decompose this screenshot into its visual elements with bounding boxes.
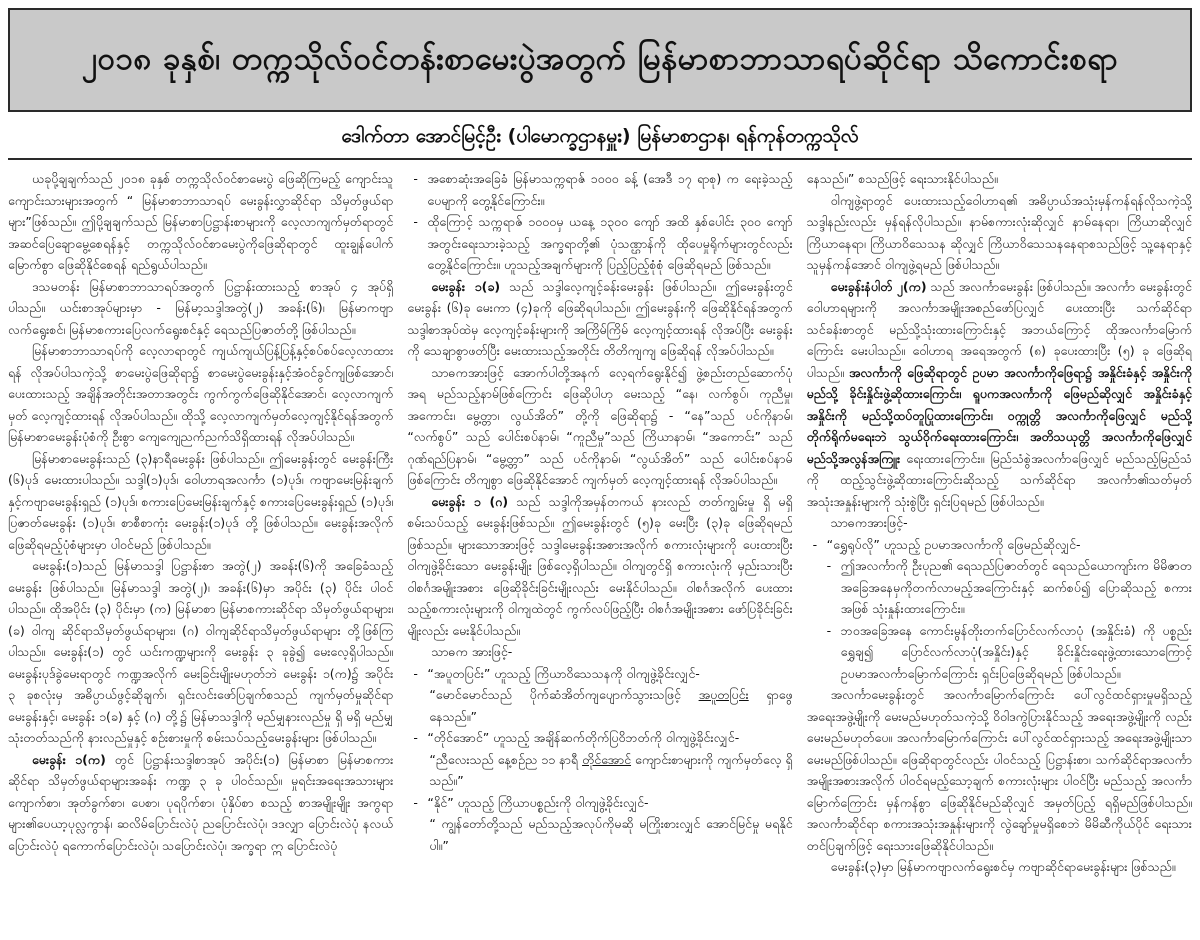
list-item: - ဘဝအခြေအနေ ကောင်းမွန်တိုးတက်ပြောင်လက်လာပုံ (အနှိုင်းခံ) ကို ပစ္စည်းရွှေချ၍ ပြောင်လက်လာပုံ(အနှိုင်း)နှင့် ခိုင်းနှိုင်းရေးဖွဲ့ထားသောကြောင့် ဥပမာအလင်္ကာမြောက်ကြောင်း ရှင်းပြဖြေဆိုရမည် ဖြစ်ပါသည်။ [841,620,1192,685]
example-list [407,727,792,749]
list-item: - အစောဆုံးအခြေခံ မြန်မာသက္ကရာဇ် ၁၀၀၀ ခန့် (အေဒီ ၁၇ ရာစု) က ရေးခဲ့သည့် ပေမျာကို တွေ့နိုင်ကြောင်း။ [427,168,792,211]
paragraph-text: သည် အလင်္ကာမေးခွန်း ဖြစ်ပါသည်။ အလင်္ကာ မေးခွန်းတွင် ဝေါဟာရများကို အလင်္ကာအမျိုးအစည်ဖော်ပြလျှင် ပေးထားပြီး သက်ဆိုင်ရာ သင်ခန်းစာတွင် မည်သို့သုံးထားကြောင်းနှင့် အဘယ်ကြောင့် ထိုအလင်္ကာမြောက်ကြောင်း မေးပါသည်။ ဝေါဟာရ အရေအတွက် (၈) ခုပေးထားပြီး (၅) ခု ဖြေဆိုရပါသည်။ [806,278,1192,380]
example-answer [407,684,792,727]
bullet-list [807,555,1192,684]
article-title: ၂၀၁၈ ခုနှစ်၊ တက္ကသိုလ်ဝင်တန်းစာမေးပွဲအတွက် မြန်မာစာဘာသာရပ်ဆိုင်ရာ သိကောင်းစရာ [81,41,1119,78]
example-list [807,534,1192,556]
example-prompt: - “အပူတပြင်း” ဟူသည့် ကြိယာဝိသေသနကို ဝါကျဖွဲ့ခိုင်းလျှင်- [427,663,792,685]
paragraph [807,276,1192,513]
example-prompt: - “ရွှေရုပ်လို” ဟူသည့် ဥပမာအလင်္ကာကို ဖြေမည်ဆိုလျှင်- [827,534,1192,556]
answer-keyword: တိုင်အောင် [582,751,632,767]
list-item: - ဤအလင်္ကာကို ဦးပုည၏ ရေသည်ပြဇာတ်တွင် ရေသည်ယောကျာ်းက မိမိဇာတ အခြေအနေမှကိုတက်လာမည့်အကြောင်းနှင့် ဆက်စပ်၍ ပြောဆိုသည့် စကားအဖြစ် သုံးနှုန်းထားကြောင်း။ [841,555,1192,620]
answer-text: ရှာဖွေနေသည်။” [429,687,793,724]
author-byline: ဒေါက်တာ အောင်မြင့်ဦး (ပါမောက္ခဌာနမှူး) မြန်မာစာဌာန၊ ရန်ကုန်တက္ကသိုလ် [341,125,859,147]
paragraph [407,491,792,642]
paragraph-text: သည် သဒ္ဒါလေ့ကျင့်ခန်းမေးခွန်း ဖြစ်ပါသည်။ ဤမေးခွန်းတွင် မေးခွန်း (၆)ခု မေးကာ (၄)ခုကို ဖြေဆိုရပါသည်။ ဤမေးခွန်းကို ဖြေဆိုနိုင်ရန်အတွက် သဒ္ဒါစာအုပ်ထဲမှ လေ့ကျင့်ခန်းများကို အကြိမ်ကြိမ် လေ့ကျင့်ထားရန် လိုအပ်ပြီး မေးခွန်းကို သေချာစွာဖတ်ပြီး မေးထားသည့်အတိုင်း တိတိကျကျ ဖြေဆိုရန် လိုအပ်ပါသည်။ [407,278,793,358]
example-list [407,663,792,685]
answer-text: ကျောင်းစာများကို ကျက်မှတ်လေ့ ရှိသည်။” [429,751,793,788]
question-heading: မေးခွန်းနံပါတ် ၂(က) [830,278,927,294]
emphasis-text: အလင်္ကာကို ဖြေဆိုရာတွင် ဥပမာ အလင်္ကာကိုဖြေရာ၌ အနှိုင်းခံနှင့် အနှိုင်းကို မည်သို့ ခိုင်းနှိုင်းဖွဲ့ဆိုထားကြောင်း၊ ရူပကအလင်္ကာကို ဖြေမည်ဆိုလျှင် အနှိုင်းခံနှင့် အနှိုင်းကို မည်သို့ထပ်တူပြုထားကြောင်း၊ ဝက္ကုတ္တိ အလင်္ကာကိုဖြေလျှင် မည်သို့ တိုက်ရိုက်မရေးဘဲ သွယ်ဝိုက်ရေးထားကြောင်း၊ အတိသယုတ္တိ အလင်္ကာကိုဖြေလျှင် မည်သို့အလွန်အကြူး [806,364,1192,466]
answer-text: “မောင်မောင်သည် ပိုက်ဆံအိတ်ကျပျောက်သွားသဖြင့် [429,687,699,702]
paragraph: မြန်မာစာဘာသာရပ်ကို လေ့လာရာတွင် ကျယ်ကျယ်ပြန့်ပြန့်နှင့်စပ်စပ်လေ့လာထားရန် လိုအပ်ပါသကဲ့သို့ စာမေးပွဲဖြေဆိုရာ၌ စာမေးပွဲမေးခွန်းနှင့်အံဝင်ခွင်ကျဖြစ်အောင်၊ ပေးထားသည့် အချိန်အတိုင်းအတာအတွင်း ကွက်ကွက်ဖြေဆိုနိုင်အောင်၊ လေ့လာကျက်မှတ် လေ့ကျင့်ထားရန် လိုအပ်ပါသည်။ ထိုသို့ လေ့လာကျက်မှတ်လေ့ကျင့်နိုင်ရန်အတွက် မြန်မာစာမေးခွန်းပုံစံကို ဦးစွာ ကျေကျေညက်ညက်သိရှိထားရန် လိုအပ်ပါသည်။ [8,343,394,444]
paragraph-text: တွင် ပြဋ္ဌာန်းသဒ္ဒါစာအုပ် အပိုင်း(၁) မြန်မာစာ မြန်မာစကား ဆိုင်ရာ သိမှတ်ဖွယ်ရာများအခန်း ကဏ္ဍ ၃ ခု ပါဝင်သည်။ မှုရင်းအရေးအသားများကျောက်စာ၊ အုတ်ခွက်စာ၊ ပေစာ၊ ပုရပိုက်စာ၊ ပုံနှိပ်စာ စသည့် စာအမျိုးမျိုး အကွရာများ၏ပေယာ့ပုလ္လကွာန်၊ ဆလိမ်ပြောင်းလဲပုံ ညပြောင်းလဲပုံ၊ ဒဒလျှာ ပြောင်းလဲပုံ နလယ်ပြောင်းလဲပုံ ရကောက်ပြောင်းလဲပုံ၊ သပြောင်းလဲပုံ၊ အက္ခရာ ဣ ပြောင်းလဲပုံ [8,751,394,853]
article-body [8,168,1192,940]
column-1 [8,168,393,940]
header-divider [8,158,1192,160]
paragraph-text: ရေးထားကြောင်း။ မြည်သံစွဲအလင်္ကာဖြေလျှင် မည်သည့်မြည်သံကို ထည့်သွင်းဖွဲ့ဆိုထားကြောင်းဆိုသည့် သက်ဆိုင်ရာ အလင်္ကာ၏သတ်မှတ်အသုံးအနှုန်းများကို သုံးစွဲပြီး ရှင်းပြရမည် ဖြစ်ပါသည်။ [806,450,1192,509]
paragraph: အလင်္ကာမေးခွန်းတွင် အလင်္ကာမြောက်ကြောင်း ပေါ်လွင်ထင်ရှားမှုမရှိသည့် အရေးအဖွဲ့မျိုးကို မေးမည်မဟုတ်သကဲ့သို့ ဝိဝါဒကွဲပြားနိုင်သည့် အရေးအဖွဲ့မျိုးကို လည်း မေးမည်မဟုတ်ပေ။ အလင်္ကာမြောက်ကြောင်း ပေါ်လွင်ထင်ရှားသည့် အရေးအဖွဲ့မျိုးသာ မေးမည်ဖြစ်ပါသည်။ ဖြေဆိုရာတွင်လည်း ပါဝင်သည့် ပြဋ္ဌာန်းစာ၊ သက်ဆိုင်ရာအလင်္ကာ အမျိုးအစားအလိုက် ပါဝင်ရမည့်သော့ချက် စကားလုံးများ ပါဝင်ပြီး မည်သည့် အလင်္ကာမြောက်ကြောင်း မှန်ကန်စွာ ဖြေဆိုနိုင်မည်ဆိုလျှင် အမှတ်ပြည့် ရရှိမည်ဖြစ်ပါသည်။ အလင်္ကာဆိုင်ရာ စကားအသုံးအနှုန်းများကို လွဲချော်မှုမရှိစေဘဲ မိမိဆီကိုယ်ပိုင် ရေးသားတင်ပြချက်ဖြင့် ရေးသားဖြေဆိုနိုင်ပါသည်။ [806,687,1192,853]
paragraph: သာဓကအားဖြင့်- [830,515,908,530]
bullet-list [407,168,792,276]
paragraph-text: သည် သဒ္ဒါကိုအမှန်တကယ် နားလည် တတ်ကျွမ်းမှု ရှိ မရှိ စမ်းသပ်သည့် မေးခွန်းဖြစ်သည်။ ဤမေးခွန်းတွင် (၅)ခု မေးပြီး (၃)ခု ဖြေဆိုရမည် ဖြစ်သည်။ များသောအားဖြင့် သဒ္ဒါမေးခွန်းအစားအလိုက် စကားလုံးများကို ပေးထားပြီး ဝါကျဖွဲ့ခိုင်းသော မေးခွန်းမျိုး ဖြစ်လေ့ရှိပါသည်။ ဝါကျတွင်ရှိ စကားလုံးကို မှည်းသားပြီး ဝါစင်္ဂအမျိုးအစား ဖြေဆိုခိုင်းခြင်းမျိုးလည်း မေးနိုင်ပါသည်။ ဝါစင်္ဂအလိုက် ပေးထားသည့်စကားလုံးများကို ဝါကျထဲတွင် ကွက်လပ်ဖြည့်ပြီး ဝါစင်္ဂအမျိုးအစား ဖော်ပြခိုင်းခြင်းမျိုးလည်း မေးနိုင်ပါသည်။ [407,493,793,638]
paragraph: သာဓကအားဖြင့် အောက်ပါတို့အနက် လေ့ရက်ရွေးနိုင်၍ ဖွဲ့စည်းတည်ဆောက်ပုံအရ မည်သည့်နာမ်ဖြစ်ကြောင်း ဖြေဆိုပါဟု မေးသည့် “နေ၊ လက်စွပ်၊ ကုညီမှု၊ အကောင်း၊ မွေ့တ္တာ၊ လွယ်အိတ်” တို့ကို ဖြေဆိုရာ၌ - “နေ”သည် ပင်ကိုနာမ်၊ “လက်စွပ်” သည် ပေါင်းစပ်နာမ်၊ “ကူညီမှု”သည် ကြိယာနာမ်၊ “အကောင်း” သည် ဂုဏ်ရည်ပြနာမ်၊ “မွေ့တ္တာ” သည် ပင်ကိုနာမ်၊ “လွယ်အိတ်” သည် ပေါင်းစပ်နာမ် ဖြစ်ကြောင်း တိကျစွာ ဖြေဆိုနိုင်အောင် ကျက်မှတ် လေ့ကျင့်ထားရန် လိုအပ်ပါသည်။ [407,364,793,487]
list-item: - ထိုကြောင့် သက္ကရာဇ် ၁၀၀၀မှ ယနေ့ ၁၃၀၀ ကျော် အထိ နှစ်ပေါင်း ၃၀၀ ကျော်အတွင်းရေးသားခဲ့သည့် အက္ခရာတို့၏ ပုံသဏ္ဌာန်ကို ထိုပေမှုရိုက်များတွင်လည်း တွေ့နိုင်ကြောင်း။ ဟူသည့်အချက်များကို ပြည့်ပြည့်စုံစုံ ဖြေဆိုရမည် ဖြစ်သည်။ [427,211,792,276]
paragraph [8,749,393,857]
paragraph: နေသည်။” စသည်ဖြင့် ရေးသားနိုင်ပါသည်။ [806,171,998,186]
answer-text: “ညီလေးသည် နေ့စဉ်ည ၁၁ နာရီ [429,751,583,767]
example-list [407,792,792,814]
paragraph: ယခုပို့ချချက်သည် ၂၀၁၈ ခုနှစ် တက္ကသိုလ်ဝင်စာမေးပွဲ ဖြေဆိုကြမည့် ကျောင်းသူကျောင်းသားများအတွက် “ မြန်မာစာဘာသာရပ် မေးခွန်းလွှာဆိုင်ရာ သိမှတ်ဖွယ်ရာများ”ဖြစ်သည်။ ဤပို့ချချက်သည် မြန်မာစာပြဋ္ဌာန်းစာများကို လေ့လာကျက်မှတ်ရာတွင် အဆင်ပြေချောမွေ့စေရန်နှင့် တက္ကသိုလ်ဝင်စာမေးပွဲကိုဖြေဆိုရာတွင် ထူးချွန်ပေါက်မြောက်စွာ ဖြေဆိုနိုင်စေရန် ရည်ရွယ်ပါသည်။ [8,171,394,272]
paragraph: မြန်မာစာမေးခွန်းသည် (၃)နာရီမေးခွန်း ဖြစ်ပါသည်။ ဤမေးခွန်းတွင် မေးခွန်းကြီး (၆)ပုဒ် မေးထားပါသည်။ သဒ္ဒါ(၁)ပုဒ်၊ ဝေါဟာရအလင်္ကာ (၁)ပုဒ်၊ ကဗျာမေးမြန်းချက်နှင့်ကဗျာမေးခွန်းရှည် (၁)ပုဒ်၊ စကားပြေမေးမြန်းချက်နှင့် စကားပြေမေးခွန်းရှည် (၁)ပုဒ်၊ ပြဇာတ်မေးခွန်း (၁)ပုဒ်၊ စာစီစာကုံး မေးခွန်း(၁)ပုဒ် တို့ ဖြစ်ပါသည်။ မေးခွန်းအလိုက် ဖြေဆိုရမည့်ပုံစံများမှာ ပါဝင်မည် ဖြစ်ပါသည်။ [8,450,394,552]
question-heading: မေးခွန်း ၁ (ဂ) [431,493,509,509]
paragraph: မေးခွန်း(၁)သည် မြန်မာသဒ္ဒါ ပြဋ္ဌာန်းစာ အတွဲ(၂) အခန်း(၆)ကို အခြေခံသည့်မေးခွန်း ဖြစ်ပါသည်။ မြန်မာသဒ္ဒါ အတွဲ(၂)၊ အခန်း(၆)မှာ အပိုင်း (၃) ပိုင်း ပါဝင်ပါသည်။ ထိုအပိုင်း (၃) ပိုင်းမှာ (က) မြန်မာစာ မြန်မာစကားဆိုင်ရာ သိမှတ်ဖွယ်ရာများ၊ (ခ) ဝါကျ ဆိုင်ရာသိမှတ်ဖွယ်ရာများ၊ (ဂ) ဝါကျဆိုင်ရာသိမှတ်ဖွယ်ရာများ တို့ဖြစ်ကြပါသည်။ မေးခွန်း(၁) တွင် ယင်းကဏ္ဍများကို မေးခွန်း ၃ ခုခွဲ၍ မေးလေ့ရှိပါသည်။ မေးခွန်းပုဒ်ခွဲမေးရာတွင် ကဏ္ဍအလိုက် မေးခြင်းမျိုးမဟုတ်ဘဲ မေးခွန်း ၁(က)၌ အပိုင်း ၃ ခုစလုံးမှ အဓိပ္ပာယ်ဖွင့်ဆိုချက်၊ ရှင်းလင်းဖော်ပြချက်စသည် ကျက်မှတ်မှုဆိုင်ရာမေးခွန်းနှင့်၊ မေးခွန်း ၁(ခ) နှင့် (ဂ) တို့၌ မြန်မာသဒ္ဒါကို မည်မျှနားလည်မှု ရှိ မရှိ မည်မျှ သုံးတတ်သည်ကို နားလည်မှုနှင့် စဉ်းစားမှုကို စမ်းသပ်သည့်မေးခွန်းများ ဖြစ်ပါသည်။ [8,558,394,745]
column-3 [807,168,1192,940]
answer-keyword: အပူတပြင်း [698,687,749,702]
example-answer [407,749,792,792]
paragraph: ဒသမတန်း မြန်မာစာဘာသာရပ်အတွက် ပြဋ္ဌာန်းထားသည့် စာအုပ် ၄ အုပ်ရှိပါသည်။ ယင်းစာအုပ်များမှာ - မြန်မာ့သဒ္ဒါအတွဲ(၂) အခန်း(၆)၊ မြန်မာကဗျာလက်ရွေးစင်၊ မြန်မာစကားပြေလက်ရွေးစင်နှင့် ရေသည်ပြဇာတ်တို့ ဖြစ်ပါသည်။ [8,278,394,337]
question-heading: မေးခွန်း ၁(က) [32,751,106,767]
example-answer: “ ကျွန်တော်တို့သည် မည်သည့်အလုပ်ကိုမဆို မကြိုးစားလျှင် အောင်မြင်မှု မရနိုင်ပါ။” [429,816,793,853]
example-prompt: - “တိုင်အောင်” ဟူသည့် အချိန်ဆက်တိုက်ပြဝိဘတ်ကို ဝါကျဖွဲ့ခိုင်းလျှင်- [427,727,792,749]
paragraph: မေးခွန်း(၃)မှာ မြန်မာကဗျာလက်ရွေးစင်မှ ကဗျာဆိုင်ရာမေးခွန်းများ ဖြစ်သည်။ [830,859,1176,874]
example-prompt: - “နိုင်” ဟူသည့် ကြိယာပစ္စည်းကို ဝါကျဖွဲ့ခိုင်းလျှင်- [427,792,792,814]
question-heading: မေးခွန်း ၁(ခ) [431,278,501,294]
paragraph [407,276,792,362]
column-2 [407,168,792,940]
paragraph: ဝါကျဖွဲ့ရာတွင် ပေးထားသည့်ဝေါဟာရ၏ အဓိပ္ပာယ်အသုံးမှန်ကန်ရန်လိုသကဲ့သို့ သဒ္ဒါနည်းလည်း မှန်ရန်လိုပါသည်။ နာမ်စကားလုံးဆိုလျှင် နာမ်နေရာ၊ ကြိယာဆိုလျှင် ကြိယာနေရာ၊ ကြိယာဝိသေသန ဆိုလျှင် ကြိယာဝိသေသနနေရာစသည်ဖြင့် သူ့နေရာနှင့်သူမှန်ကန်အောင် ဝါကျဖွဲ့ရမည် ဖြစ်ပါသည်။ [806,192,1192,272]
paragraph: သာဓက အားဖြင့်- [431,644,513,659]
title-banner [8,8,1192,112]
